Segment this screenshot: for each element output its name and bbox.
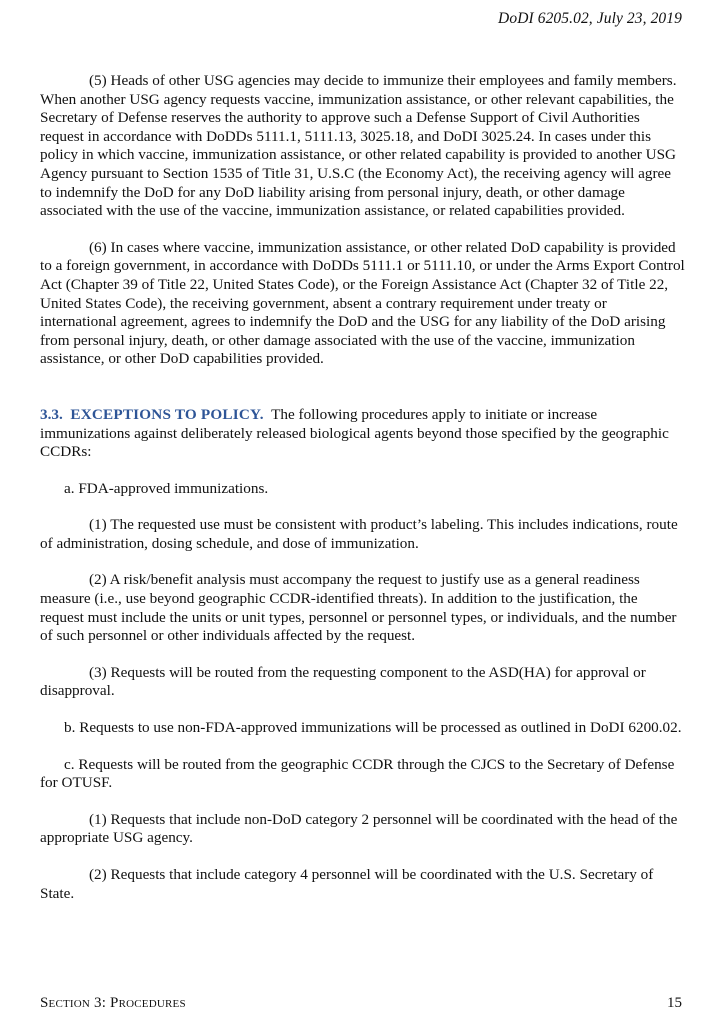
document-body bbox=[40, 72, 685, 903]
paragraph-b: b. Requests to use non-FDA-approved immunizations will be processed as outlined in DoDI 6200.02. bbox=[64, 719, 682, 737]
page-number: 15 bbox=[667, 995, 682, 1011]
page-header: DoDI 6205.02, July 23, 2019 bbox=[498, 10, 682, 27]
paragraph-a: a. FDA-approved immunizations. bbox=[64, 479, 269, 497]
paragraph-c2: (2) Requests that include category 4 personnel will be coordinated with the U.S. Secretary of State. bbox=[40, 866, 654, 902]
paragraph-6: (6) In cases where vaccine, immunization assistance, or other related DoD capability is provided to a foreign government, in accordance with DoDDs 5111.1 or 5111.10, or under the Arms Export Control Act (Chapter 39 of Title 22, United States Code), or the Foreign Assistance Act (Chapter 32 of Title 22, United States Code), the receiving government, absent a contrary requirement under treaty or international agreement, agrees to indemnify the DoD and the USG for any liability of the DoD arising from personal injury, death, or other damage associated with the use of the vaccine, immunization assistance, or other DoD capabilities provided. bbox=[40, 238, 685, 368]
footer-section-label: Section 3: Procedures bbox=[40, 995, 186, 1011]
page-footer bbox=[40, 995, 682, 1012]
paragraph-a3: (3) Requests will be routed from the requesting component to the ASD(HA) for approval or disapproval. bbox=[40, 663, 646, 700]
paragraph-c: c. Requests will be routed from the geographic CCDR through the CJCS to the Secretary of Defense for OTUSF. bbox=[40, 755, 675, 792]
paragraph-c1: (1) Requests that include non-DoD category 2 personnel will be coordinated with the head of the appropriate USG agency. bbox=[40, 810, 678, 847]
paragraph-a1: (1) The requested use must be consistent with product’s labeling. This includes indications, route of administration, dosing schedule, and dose of immunization. bbox=[40, 516, 678, 552]
section-number: 3.3. bbox=[40, 405, 63, 423]
section-heading: EXCEPTIONS TO POLICY. bbox=[70, 405, 264, 423]
paragraph-5: (5) Heads of other USG agencies may decide to immunize their employees and family members. When another USG agency requests vaccine, immunization assistance, or other relevant capabilities, the Secretary of Defense reserves the authority to approve such a Defense Support of Civil Authorities request in accordance with DoDDs 5111.1, 5111.13, 3025.18, and DoDI 3025.24. In cases under this policy in which vaccine, immunization assistance, or other related capability is provided to another USG Agency pursuant to Section 1535 of Title 31, U.S.C (the Economy Act), the receiving agency will agree to indemnify the DoD for any DoD liability arising from personal injury, death, or other damage associated with the use of the vaccine, immunization assistance, or related capabilities provided. bbox=[40, 72, 677, 220]
section-body: The following procedures apply to initiate or increase immunizations against deliberately released biological agents beyond those specified by the geographic CCDRs: bbox=[40, 405, 669, 461]
paragraph-a2: (2) A risk/benefit analysis must accompany the request to justify use as a general readiness measure (i.e., use beyond geographic CCDR-identified threats). In addition to the justification, the request must include the units or unit types, personnel or personnel types, or individuals, and the number of such personnel or other individuals affected by the request. bbox=[40, 571, 677, 645]
section-3-3 bbox=[40, 406, 685, 462]
